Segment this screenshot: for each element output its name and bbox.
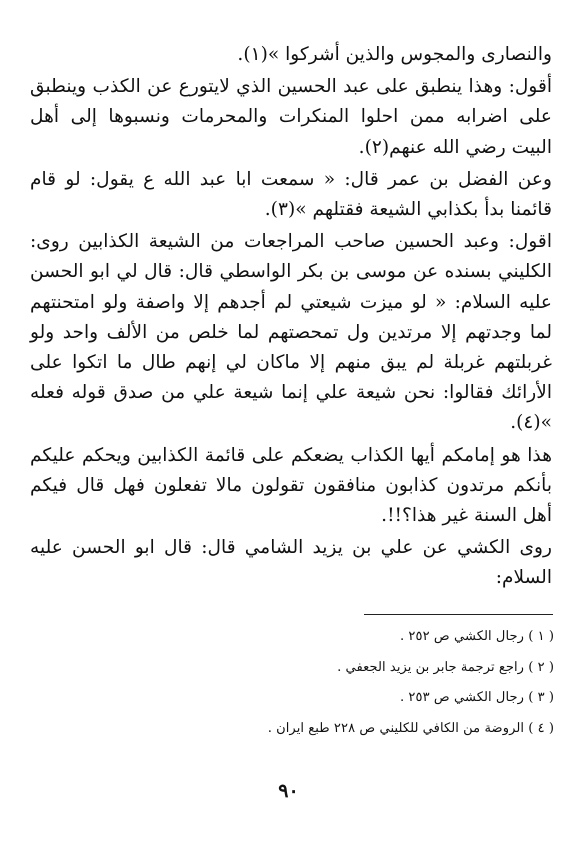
page-number: ٩٠	[278, 780, 299, 802]
paragraph-quote-end: والنصارى والمجوس والذين أشركوا »(١).	[237, 44, 552, 65]
paragraph-kashshi-narration: روى الكشي عن علي بن يزيد الشامي قال: قال ابو الحسن عليه السلام:	[30, 537, 552, 589]
footnote-3: ( ٣ ) رجال الكشي ص ٢٥٣ .	[400, 690, 554, 705]
footnote-separator	[364, 614, 553, 615]
paragraph-conclusion: هذا هو إمامكم أيها الكذاب يضعكم على قائمة الكذابين ويحكم عليكم بأنكم مرتدون كذابون منافقون تقولون مالا تفعلون فهل قال فيكم أهل السنة غير هذا؟!!.	[30, 444, 552, 527]
main-text	[30, 40, 552, 596]
footnotes	[60, 622, 554, 744]
footnote-4: ( ٤ ) الروضة من الكافي للكليني ص ٢٢٨ طبع ايران .	[267, 720, 554, 736]
paragraph-fadl-narration: وعن الفضل بن عمر قال: « سمعت ابا عبد الله ع يقول: لو قام قائمنا بدأ بكذابي الشيعة فقتلهم »(٣).	[30, 168, 552, 221]
footnote-1: ( ١ ) رجال الكشي ص ٢٥٢ .	[400, 629, 554, 644]
paragraph-kulayni-narration: اقول: وعبد الحسين صاحب المراجعات من الشيعة الكذابين روى: الكليني بسنده عن موسى بن بكر الواسطي قال: قال لي ابو الحسن عليه السلام: « لو ميزت شيعتي لم أجدهم إلا واصفة ولو امتحنتهم لما وجدتهم إلا مرتدين ول تمحصتهم لما خلص من الألف واحد ولو غربلتهم غربلة لم يبق منهم إلا ماكان لي إنهم طال ما اتكوا على الأرائك فقالوا: نحن شيعة علي إنما شيعة علي من صدق قوله فعله »(٤).	[30, 231, 552, 434]
footnote-2: ( ٢ ) راجع ترجمة جابر بن يزيد الجعفي .	[337, 659, 554, 675]
paragraph-comment-abdulhussein: أقول: وهذا ينطبق على عبد الحسين الذي لايتورع عن الكذب وينطبق على اضرابه ممن احلوا المنكرات والمحرمات ونسبوها إلى أهل البيت رضي الله عنهم(٢).	[30, 76, 552, 158]
